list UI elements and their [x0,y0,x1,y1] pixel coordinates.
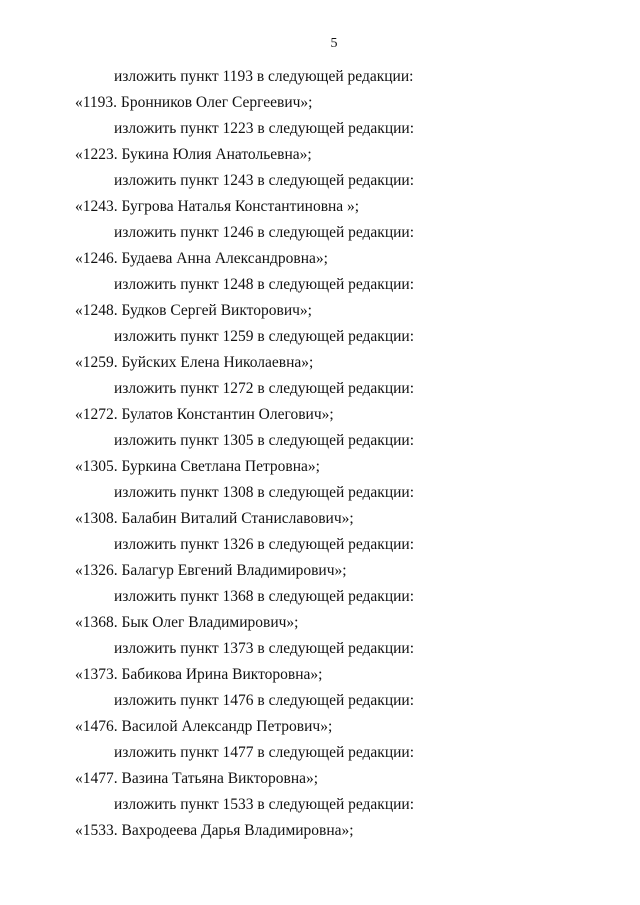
amendment-text: «1373. Бабикова Ирина Викторовна»; [75,666,323,683]
amendment-instruction: изложить пункт 1368 в следующей редакции: [114,588,415,605]
amendment-instruction: изложить пункт 1305 в следующей редакции: [114,432,415,449]
amendment-text: «1368. Бык Олег Владимирович»; [75,614,299,631]
amendment-entry [0,532,640,584]
page-number: 5 [330,36,338,51]
amendment-instruction: изложить пункт 1326 в следующей редакции: [114,536,415,553]
amendment-entry [0,584,640,636]
amendment-text: «1533. Вахродеева Дарья Владимировна»; [75,822,354,839]
amendment-text: «1476. Василой Александр Петрович»; [75,718,333,735]
amendment-text: «1193. Бронников Олег Сергеевич»; [75,94,313,111]
amendment-entry [0,636,640,688]
amendment-instruction: изложить пункт 1243 в следующей редакции: [114,172,415,189]
amendment-text: «1305. Буркина Светлана Петровна»; [75,458,320,475]
amendment-entry [0,428,640,480]
amendment-entry [0,116,640,168]
amendment-entry [0,376,640,428]
amendment-text: «1308. Балабин Виталий Станиславович»; [75,510,354,527]
amendment-text: «1243. Бугрова Наталья Константиновна »; [75,198,360,215]
amendment-entry [0,272,640,324]
amendment-text: «1223. Букина Юлия Анатольевна»; [75,146,312,163]
amendment-text: «1259. Буйских Елена Николаевна»; [75,354,314,371]
amendment-instruction: изложить пункт 1246 в следующей редакции: [114,224,415,241]
amendment-list [0,64,640,844]
amendment-entry [0,220,640,272]
amendment-instruction: изложить пункт 1223 в следующей редакции: [114,120,415,137]
amendment-instruction: изложить пункт 1477 в следующей редакции: [114,744,415,761]
amendment-entry [0,688,640,740]
amendment-text: «1477. Вазина Татьяна Викторовна»; [75,770,319,787]
amendment-text: «1248. Будков Сергей Викторович»; [75,302,312,319]
amendment-entry [0,324,640,376]
amendment-entry [0,740,640,792]
amendment-instruction: изложить пункт 1193 в следующей редакции: [114,68,414,85]
amendment-entry [0,168,640,220]
amendment-instruction: изложить пункт 1533 в следующей редакции: [114,796,415,813]
amendment-instruction: изложить пункт 1248 в следующей редакции: [114,276,415,293]
amendment-text: «1246. Будаева Анна Александровна»; [75,250,328,267]
amendment-instruction: изложить пункт 1272 в следующей редакции: [114,380,415,397]
amendment-instruction: изложить пункт 1373 в следующей редакции: [114,640,415,657]
amendment-entry [0,792,640,844]
amendment-instruction: изложить пункт 1476 в следующей редакции: [114,692,415,709]
amendment-instruction: изложить пункт 1308 в следующей редакции: [114,484,415,501]
amendment-instruction: изложить пункт 1259 в следующей редакции: [114,328,415,345]
amendment-entry [0,64,640,116]
amendment-entry [0,480,640,532]
amendment-text: «1272. Булатов Константин Олегович»; [75,406,334,423]
amendment-text: «1326. Балагур Евгений Владимирович»; [75,562,347,579]
